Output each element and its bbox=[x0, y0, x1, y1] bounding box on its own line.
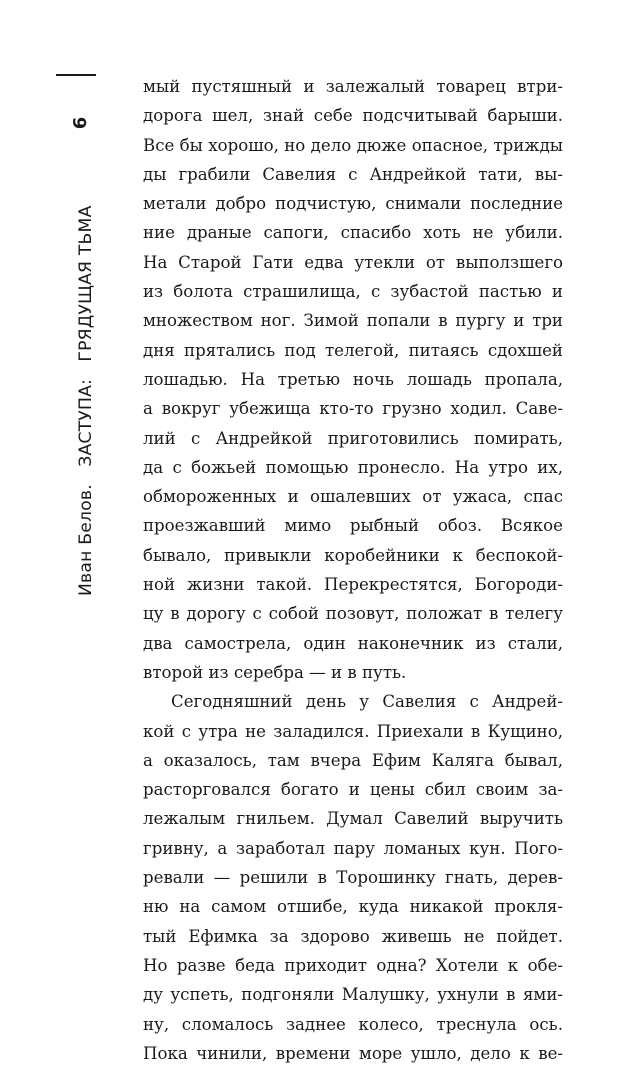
text-line: ды грабили Савелия с Андрейкой тати, вы- bbox=[143, 164, 563, 184]
text-line: метали добро подчистую, снимали последние bbox=[143, 194, 563, 214]
running-head-title: ЗАСТУПА: bbox=[76, 378, 96, 467]
text-line: из болота страшилища, с зубастой пастью и bbox=[143, 282, 563, 302]
text-line: второй из серебра — и в путь. bbox=[143, 662, 407, 682]
text-line: Но разве беда приходит одна? Хотели к обе- bbox=[143, 955, 563, 975]
paragraph-1 bbox=[143, 72, 563, 687]
text-line: множеством ног. Зимой попали в пургу и три bbox=[143, 311, 563, 331]
text-line: ну, сломалось заднее колесо, треснула ось. bbox=[143, 1014, 563, 1034]
running-head-author: Иван Белов. bbox=[76, 484, 96, 596]
text-line: дорога шел, знай себе подсчитывай барыши. bbox=[143, 106, 563, 126]
text-line: цу в дорогу с собой позовут, положат в телегу bbox=[143, 604, 563, 624]
text-line: расторговался богато и цены сбил своим за- bbox=[143, 780, 563, 800]
paragraph-2 bbox=[143, 687, 563, 1068]
text-line: мый пустяшный и залежалый товарец втри- bbox=[143, 77, 563, 96]
text-line: обмороженных и ошалевших от ужаса, спас bbox=[143, 487, 563, 507]
page-number: 6 bbox=[69, 116, 91, 130]
text-line: лий с Андрейкой приготовились помирать, bbox=[143, 428, 563, 448]
text-line: гривну, а заработал пару ломаных кун. Пого- bbox=[143, 838, 563, 858]
text-line: лежалым гнильем. Думал Савелий выручить bbox=[143, 809, 563, 829]
text-line: На Старой Гати едва утекли от выползшего bbox=[143, 252, 563, 272]
text-line: ду успеть, подгоняли Малушку, ухнули в ями- bbox=[143, 985, 563, 1005]
text-line: проезжавший мимо рыбный обоз. Всякое bbox=[143, 516, 563, 536]
header-rule bbox=[56, 74, 96, 76]
text-line: два самострела, один наконечник из стали, bbox=[143, 633, 563, 653]
text-line: кой с утра не заладился. Приехали в Кущино, bbox=[143, 721, 563, 741]
text-line: ние драные сапоги, спасибо хоть не убили. bbox=[143, 223, 563, 243]
running-head-subtitle: ГРЯДУЩАЯ ТЬМА bbox=[76, 205, 96, 362]
text-line: да с божьей помощью пронесло. На утро их, bbox=[143, 457, 563, 477]
text-line: бывало, привыкли коробейники к беспокой- bbox=[143, 545, 563, 565]
text-line: ревали — решили в Торошинку гнать, дерев- bbox=[143, 868, 563, 888]
text-line: Пока чинили, времени море ушло, дело к ве- bbox=[143, 1043, 563, 1063]
text-line: лошадью. На третью ночь лошадь пропала, bbox=[143, 369, 563, 389]
text-line: а вокруг убежища кто-то грузно ходил. Саве- bbox=[143, 399, 563, 419]
running-head bbox=[76, 205, 96, 596]
text-line: Сегодняшний день у Савелия с Андрей- bbox=[171, 692, 563, 712]
body-text bbox=[143, 72, 563, 1068]
text-line: тый Ефимка за здорово живешь не пойдет. bbox=[143, 926, 563, 946]
text-line: а оказалось, там вчера Ефим Каляга бывал, bbox=[143, 750, 563, 770]
text-line: Все бы хорошо, но дело дюже опасное, трижды bbox=[143, 135, 563, 155]
text-line: дня прятались под телегой, питаясь сдохшей bbox=[143, 340, 563, 360]
text-line: ной жизни такой. Перекрестятся, Богороди- bbox=[143, 575, 563, 595]
text-line: ню на самом отшибе, куда никакой прокля- bbox=[143, 897, 563, 917]
